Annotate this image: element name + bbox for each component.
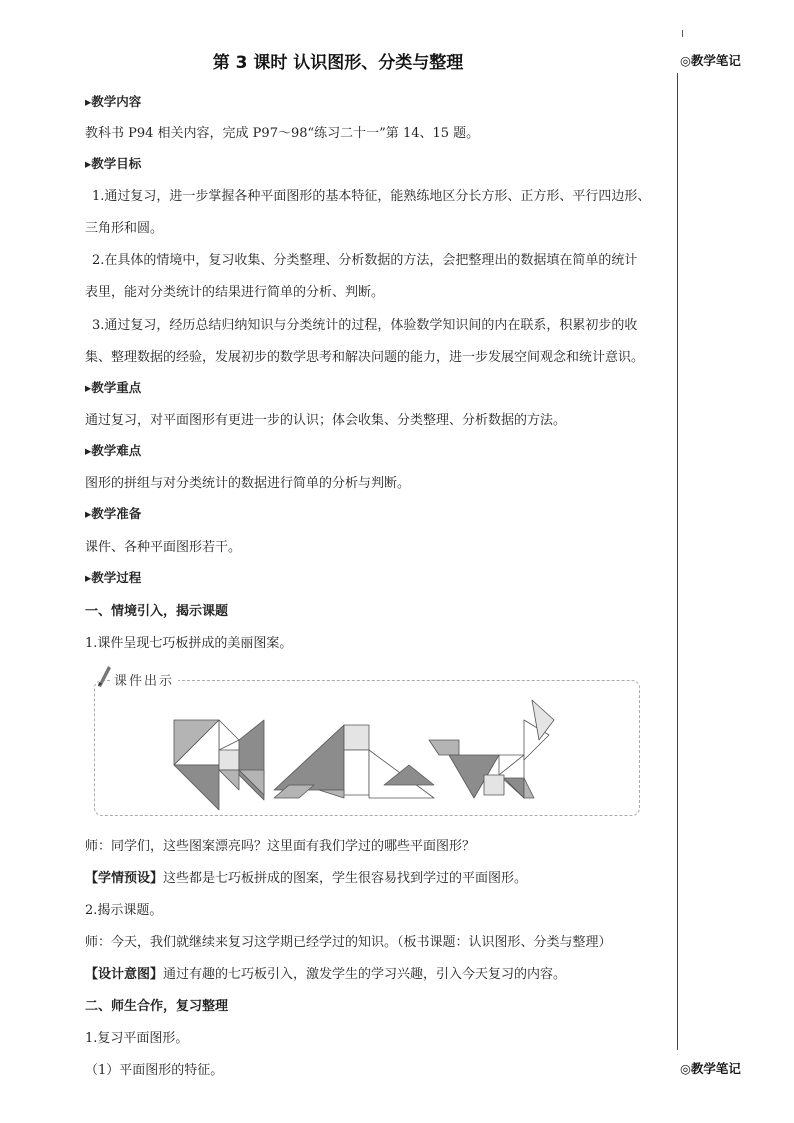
learning-prediction xyxy=(85,867,670,886)
learning-prediction-tag: 【学情预设】 xyxy=(85,871,164,886)
preparation-text: 课件、各种平面图形若干。 xyxy=(85,540,242,555)
margin-divider xyxy=(677,73,678,1050)
section-head-goals: ▸教学目标 xyxy=(85,156,142,171)
section-head-process: ▸教学过程 xyxy=(85,570,142,585)
design-intent-text: 通过有趣的七巧板引入，激发学生的学习兴趣，引入今天复习的内容。 xyxy=(163,967,567,982)
goal-1-line-1: 1.通过复习，进一步掌握各种平面图形的基本特征，能熟练地区分长方形、正方形、平行四边形、 xyxy=(92,189,651,204)
learning-prediction-text: 这些都是七巧板拼成的图案，学生很容易找到学过的平面图形。 xyxy=(163,871,528,886)
teaching-note-label-bottom: ◎教学笔记 xyxy=(680,1061,741,1076)
goal-2-line-2: 表里，能对分类统计的结果进行简单的分析、判断。 xyxy=(85,285,385,300)
step-1-text: 1.课件呈现七巧板拼成的美丽图案。 xyxy=(85,636,293,651)
difficulties-text: 图形的拼组与对分类统计的数据进行简单的分析与判断。 xyxy=(85,476,411,491)
review-step-1: 1.复习平面图形。 xyxy=(85,1031,189,1046)
tangram-fish xyxy=(174,720,264,810)
review-step-1-sub: （1）平面图形的特征。 xyxy=(85,1063,224,1078)
section-head-key-points: ▸教学重点 xyxy=(85,380,142,395)
section-head-difficulties: ▸教学难点 xyxy=(85,443,142,458)
step-2-text: 2.揭示课题。 xyxy=(85,903,163,918)
design-intent xyxy=(85,963,670,982)
tangram-figures xyxy=(94,680,638,814)
tangram-horse xyxy=(429,700,554,798)
goal-1-line-2: 三角形和圆。 xyxy=(85,221,164,236)
courseware-label: 课件出示 xyxy=(110,670,178,689)
design-intent-tag: 【设计意图】 xyxy=(85,967,164,982)
section-head-preparation: ▸教学准备 xyxy=(85,506,142,521)
goal-3-line-1: 3.通过复习，经历总结归纳知识与分类统计的过程，体验数学知识间的内在联系，积累初步的收 xyxy=(92,318,638,333)
tangram-boat xyxy=(274,725,434,798)
teaching-note-label: ◎教学笔记 xyxy=(680,53,741,68)
part-2-heading: 二、师生合作，复习整理 xyxy=(85,999,229,1014)
teacher-question: 师：同学们，这些图案漂亮吗？这里面有我们学过的哪些平面图形？ xyxy=(85,839,476,854)
content-text: 教科书 P94 相关内容，完成 P97～98“练习二十一”第 14、15 题。 xyxy=(85,126,480,141)
page-title: 第 3 课时 认识图形、分类与整理 xyxy=(212,53,464,73)
margin-tick xyxy=(682,30,683,37)
goal-2-line-1: 2.在具体的情境中，复习收集、分类整理、分析数据的方法，会把整理出的数据填在简单的统计 xyxy=(92,253,638,268)
goal-3-line-2: 集、整理数据的经验，发展初步的数学思考和解决问题的能力，进一步发展空间观念和统计意识。 xyxy=(85,350,645,365)
section-head-content: ▸教学内容 xyxy=(85,94,142,109)
key-points-text: 通过复习，对平面图形有更进一步的认识；体会收集、分类整理、分析数据的方法。 xyxy=(85,413,567,428)
teacher-intro: 师：今天，我们就继续来复习这学期已经学过的知识。（板书课题：认识图形、分类与整理） xyxy=(85,935,612,950)
part-1-heading: 一、情境引入，揭示课题 xyxy=(85,604,229,619)
